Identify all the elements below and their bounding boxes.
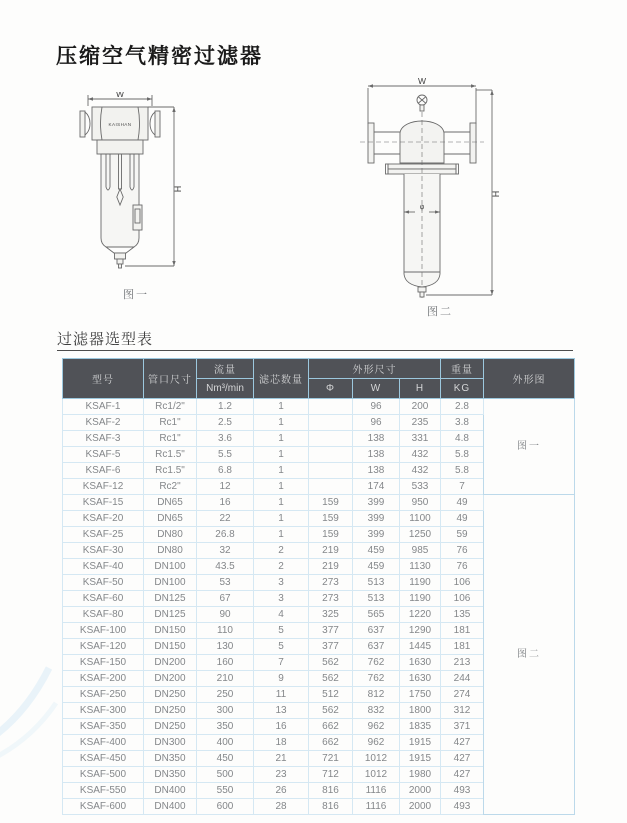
header-h: H — [400, 379, 441, 399]
cell-kg: 2.8 — [441, 399, 484, 415]
cell-elements: 1 — [254, 479, 309, 495]
cell-h: 1980 — [400, 767, 441, 783]
cell-phi: 816 — [309, 799, 353, 815]
cell-h: 331 — [400, 431, 441, 447]
cell-w: 1116 — [353, 783, 400, 799]
cell-flow: 67 — [197, 591, 254, 607]
cell-h: 2000 — [400, 783, 441, 799]
cell-w: 962 — [353, 719, 400, 735]
cell-kg: 181 — [441, 639, 484, 655]
fig1-dim-w-label: W — [115, 92, 125, 99]
cell-model: KSAF-3 — [63, 431, 144, 447]
cell-h: 2000 — [400, 799, 441, 815]
cell-model: KSAF-120 — [63, 639, 144, 655]
cell-port: DN250 — [144, 703, 197, 719]
cell-port: DN150 — [144, 639, 197, 655]
cell-flow: 90 — [197, 607, 254, 623]
cell-port: DN80 — [144, 527, 197, 543]
cell-port: Rc1/2" — [144, 399, 197, 415]
header-outline: 外形图 — [484, 359, 575, 399]
cell-port: DN400 — [144, 799, 197, 815]
cell-model: KSAF-1 — [63, 399, 144, 415]
header-model: 型号 — [63, 359, 144, 399]
cell-h: 432 — [400, 463, 441, 479]
cell-port: DN65 — [144, 495, 197, 511]
cell-h: 1750 — [400, 687, 441, 703]
cell-h: 1915 — [400, 751, 441, 767]
figure-2-drawing — [352, 76, 504, 308]
cell-h: 1835 — [400, 719, 441, 735]
cell-model: KSAF-5 — [63, 447, 144, 463]
cell-elements: 23 — [254, 767, 309, 783]
cell-elements: 4 — [254, 607, 309, 623]
cell-kg: 371 — [441, 719, 484, 735]
cell-outline-figure: 图一 — [484, 399, 575, 495]
cell-port: DN250 — [144, 719, 197, 735]
cell-flow: 32 — [197, 543, 254, 559]
cell-kg: 106 — [441, 575, 484, 591]
cell-w: 1012 — [353, 767, 400, 783]
cell-port: DN300 — [144, 735, 197, 751]
cell-flow: 550 — [197, 783, 254, 799]
cell-model: KSAF-400 — [63, 735, 144, 751]
cell-h: 1250 — [400, 527, 441, 543]
cell-kg: 181 — [441, 623, 484, 639]
cell-flow: 43.5 — [197, 559, 254, 575]
cell-w: 637 — [353, 623, 400, 639]
cell-h: 235 — [400, 415, 441, 431]
cell-phi: 721 — [309, 751, 353, 767]
cell-w: 96 — [353, 415, 400, 431]
cell-elements: 7 — [254, 655, 309, 671]
cell-flow: 1.2 — [197, 399, 254, 415]
cell-w: 513 — [353, 591, 400, 607]
cell-h: 1130 — [400, 559, 441, 575]
filter-fig2-svg — [352, 76, 504, 308]
cell-h: 533 — [400, 479, 441, 495]
cell-flow: 12 — [197, 479, 254, 495]
cell-elements: 1 — [254, 463, 309, 479]
cell-elements: 9 — [254, 671, 309, 687]
cell-kg: 5.8 — [441, 447, 484, 463]
cell-w: 174 — [353, 479, 400, 495]
cell-flow: 250 — [197, 687, 254, 703]
cell-elements: 2 — [254, 559, 309, 575]
cell-model: KSAF-2 — [63, 415, 144, 431]
cell-kg: 7 — [441, 479, 484, 495]
cell-h: 432 — [400, 447, 441, 463]
cell-flow: 160 — [197, 655, 254, 671]
figure-1-drawing — [78, 92, 193, 284]
cell-phi: 325 — [309, 607, 353, 623]
figure-1-caption: 图一 — [123, 289, 149, 301]
cell-phi: 159 — [309, 495, 353, 511]
cell-w: 1012 — [353, 751, 400, 767]
cell-kg: 4.8 — [441, 431, 484, 447]
cell-w: 138 — [353, 463, 400, 479]
cell-model: KSAF-60 — [63, 591, 144, 607]
fig2-dim-h-label: H — [491, 190, 501, 198]
cell-elements: 21 — [254, 751, 309, 767]
cell-phi: 377 — [309, 623, 353, 639]
cell-model: KSAF-50 — [63, 575, 144, 591]
cell-port: DN200 — [144, 671, 197, 687]
figure-2-caption: 图二 — [427, 306, 453, 318]
cell-kg: 213 — [441, 655, 484, 671]
cell-phi: 562 — [309, 703, 353, 719]
cell-h: 200 — [400, 399, 441, 415]
cell-kg: 427 — [441, 751, 484, 767]
cell-flow: 210 — [197, 671, 254, 687]
cell-flow: 6.8 — [197, 463, 254, 479]
cell-flow: 3.6 — [197, 431, 254, 447]
cell-model: KSAF-350 — [63, 719, 144, 735]
cell-model: KSAF-80 — [63, 607, 144, 623]
cell-model: KSAF-600 — [63, 799, 144, 815]
cell-w: 832 — [353, 703, 400, 719]
cell-h: 1190 — [400, 591, 441, 607]
cell-phi: 816 — [309, 783, 353, 799]
cell-elements: 5 — [254, 623, 309, 639]
cell-elements: 1 — [254, 495, 309, 511]
cell-flow: 300 — [197, 703, 254, 719]
cell-w: 1116 — [353, 799, 400, 815]
cell-elements: 11 — [254, 687, 309, 703]
fig2-dim-w-label: W — [417, 76, 427, 86]
cell-port: DN350 — [144, 751, 197, 767]
cell-h: 1630 — [400, 655, 441, 671]
cell-flow: 16 — [197, 495, 254, 511]
cell-w: 962 — [353, 735, 400, 751]
cell-phi: 219 — [309, 543, 353, 559]
cell-flow: 130 — [197, 639, 254, 655]
cell-phi — [309, 479, 353, 495]
cell-flow: 450 — [197, 751, 254, 767]
cell-phi: 273 — [309, 591, 353, 607]
cell-flow: 110 — [197, 623, 254, 639]
cell-elements: 5 — [254, 639, 309, 655]
cell-phi — [309, 415, 353, 431]
cell-elements: 1 — [254, 415, 309, 431]
cell-kg: 274 — [441, 687, 484, 703]
filter-fig1-svg — [78, 92, 193, 284]
cell-model: KSAF-150 — [63, 655, 144, 671]
table-row — [63, 399, 575, 415]
cell-elements: 1 — [254, 527, 309, 543]
cell-port: DN65 — [144, 511, 197, 527]
cell-w: 637 — [353, 639, 400, 655]
cell-port: Rc1.5" — [144, 447, 197, 463]
page-title: 压缩空气精密过滤器 — [56, 45, 263, 68]
cell-phi: 159 — [309, 511, 353, 527]
cell-kg: 49 — [441, 511, 484, 527]
cell-h: 1220 — [400, 607, 441, 623]
cell-elements: 3 — [254, 575, 309, 591]
filter-selection-table — [62, 358, 575, 815]
cell-port: DN100 — [144, 575, 197, 591]
cell-model: KSAF-500 — [63, 767, 144, 783]
cell-port: DN350 — [144, 767, 197, 783]
cell-port: Rc2" — [144, 479, 197, 495]
cell-port: DN125 — [144, 607, 197, 623]
cell-port: DN200 — [144, 655, 197, 671]
cell-model: KSAF-25 — [63, 527, 144, 543]
cell-h: 1915 — [400, 735, 441, 751]
cell-phi: 159 — [309, 527, 353, 543]
selection-table-head — [63, 359, 575, 399]
cell-flow: 500 — [197, 767, 254, 783]
cell-model: KSAF-30 — [63, 543, 144, 559]
cell-model: KSAF-20 — [63, 511, 144, 527]
cell-kg: 106 — [441, 591, 484, 607]
cell-model: KSAF-100 — [63, 623, 144, 639]
cell-model: KSAF-200 — [63, 671, 144, 687]
cell-phi: 662 — [309, 735, 353, 751]
cell-port: DN125 — [144, 591, 197, 607]
cell-flow: 53 — [197, 575, 254, 591]
cell-kg: 76 — [441, 559, 484, 575]
cell-elements: 1 — [254, 431, 309, 447]
cell-elements: 13 — [254, 703, 309, 719]
header-weight-unit: KG — [441, 379, 484, 399]
cell-model: KSAF-15 — [63, 495, 144, 511]
cell-h: 1290 — [400, 623, 441, 639]
cell-h: 1800 — [400, 703, 441, 719]
fig2-dim-phi-label: φ — [419, 204, 425, 211]
cell-elements: 28 — [254, 799, 309, 815]
cell-h: 1445 — [400, 639, 441, 655]
cell-flow: 400 — [197, 735, 254, 751]
cell-w: 762 — [353, 671, 400, 687]
cell-model: KSAF-250 — [63, 687, 144, 703]
cell-port: Rc1.5" — [144, 463, 197, 479]
fig1-dim-h-label: H — [173, 185, 183, 193]
cell-kg: 3.8 — [441, 415, 484, 431]
cell-h: 950 — [400, 495, 441, 511]
cell-w: 399 — [353, 511, 400, 527]
cell-w: 565 — [353, 607, 400, 623]
cell-w: 138 — [353, 431, 400, 447]
cell-w: 812 — [353, 687, 400, 703]
cell-kg: 59 — [441, 527, 484, 543]
cell-flow: 350 — [197, 719, 254, 735]
cell-h: 985 — [400, 543, 441, 559]
cell-kg: 493 — [441, 783, 484, 799]
selection-table-body — [63, 399, 575, 815]
cell-kg: 5.8 — [441, 463, 484, 479]
cell-outline-figure: 图二 — [484, 495, 575, 815]
cell-model: KSAF-12 — [63, 479, 144, 495]
cell-w: 459 — [353, 543, 400, 559]
cell-elements: 16 — [254, 719, 309, 735]
cell-kg: 135 — [441, 607, 484, 623]
cell-elements: 1 — [254, 399, 309, 415]
cell-phi: 219 — [309, 559, 353, 575]
section-divider — [57, 350, 573, 351]
cell-w: 459 — [353, 559, 400, 575]
cell-phi: 562 — [309, 671, 353, 687]
cell-elements: 18 — [254, 735, 309, 751]
header-w: W — [353, 379, 400, 399]
header-weight: 重量 — [441, 359, 484, 379]
cell-kg: 49 — [441, 495, 484, 511]
watermark-swoosh — [0, 648, 64, 778]
header-elements: 滤芯数量 — [254, 359, 309, 399]
table-section-title: 过滤器选型表 — [57, 331, 154, 348]
cell-port: Rc1" — [144, 415, 197, 431]
cell-flow: 26.8 — [197, 527, 254, 543]
cell-flow: 600 — [197, 799, 254, 815]
cell-elements: 2 — [254, 543, 309, 559]
table-row — [63, 495, 575, 511]
cell-phi: 512 — [309, 687, 353, 703]
cell-kg: 427 — [441, 767, 484, 783]
header-flow-unit: Nm³/min — [197, 379, 254, 399]
cell-elements: 26 — [254, 783, 309, 799]
header-flow: 流量 — [197, 359, 254, 379]
cell-phi: 562 — [309, 655, 353, 671]
cell-port: DN400 — [144, 783, 197, 799]
cell-h: 1190 — [400, 575, 441, 591]
cell-phi: 712 — [309, 767, 353, 783]
cell-phi — [309, 431, 353, 447]
cell-port: DN250 — [144, 687, 197, 703]
cell-w: 399 — [353, 495, 400, 511]
header-port: 管口尺寸 — [144, 359, 197, 399]
cell-h: 1630 — [400, 671, 441, 687]
brand-label: KAISHAN — [108, 122, 132, 127]
cell-model: KSAF-40 — [63, 559, 144, 575]
cell-kg: 244 — [441, 671, 484, 687]
cell-port: DN80 — [144, 543, 197, 559]
header-phi: Φ — [309, 379, 353, 399]
cell-model: KSAF-450 — [63, 751, 144, 767]
cell-model: KSAF-300 — [63, 703, 144, 719]
cell-w: 399 — [353, 527, 400, 543]
cell-phi: 273 — [309, 575, 353, 591]
cell-w: 513 — [353, 575, 400, 591]
cell-phi: 377 — [309, 639, 353, 655]
cell-flow: 2.5 — [197, 415, 254, 431]
header-dimensions: 外形尺寸 — [309, 359, 441, 379]
cell-kg: 76 — [441, 543, 484, 559]
cell-flow: 22 — [197, 511, 254, 527]
cell-elements: 1 — [254, 511, 309, 527]
cell-w: 96 — [353, 399, 400, 415]
cell-w: 138 — [353, 447, 400, 463]
cell-phi — [309, 399, 353, 415]
cell-model: KSAF-550 — [63, 783, 144, 799]
cell-w: 762 — [353, 655, 400, 671]
cell-kg: 312 — [441, 703, 484, 719]
cell-kg: 493 — [441, 799, 484, 815]
cell-port: DN100 — [144, 559, 197, 575]
cell-kg: 427 — [441, 735, 484, 751]
cell-model: KSAF-6 — [63, 463, 144, 479]
cell-phi — [309, 463, 353, 479]
cell-flow: 5.5 — [197, 447, 254, 463]
cell-phi: 662 — [309, 719, 353, 735]
cell-phi — [309, 447, 353, 463]
cell-elements: 3 — [254, 591, 309, 607]
cell-h: 1100 — [400, 511, 441, 527]
cell-port: DN150 — [144, 623, 197, 639]
cell-elements: 1 — [254, 447, 309, 463]
cell-port: Rc1" — [144, 431, 197, 447]
